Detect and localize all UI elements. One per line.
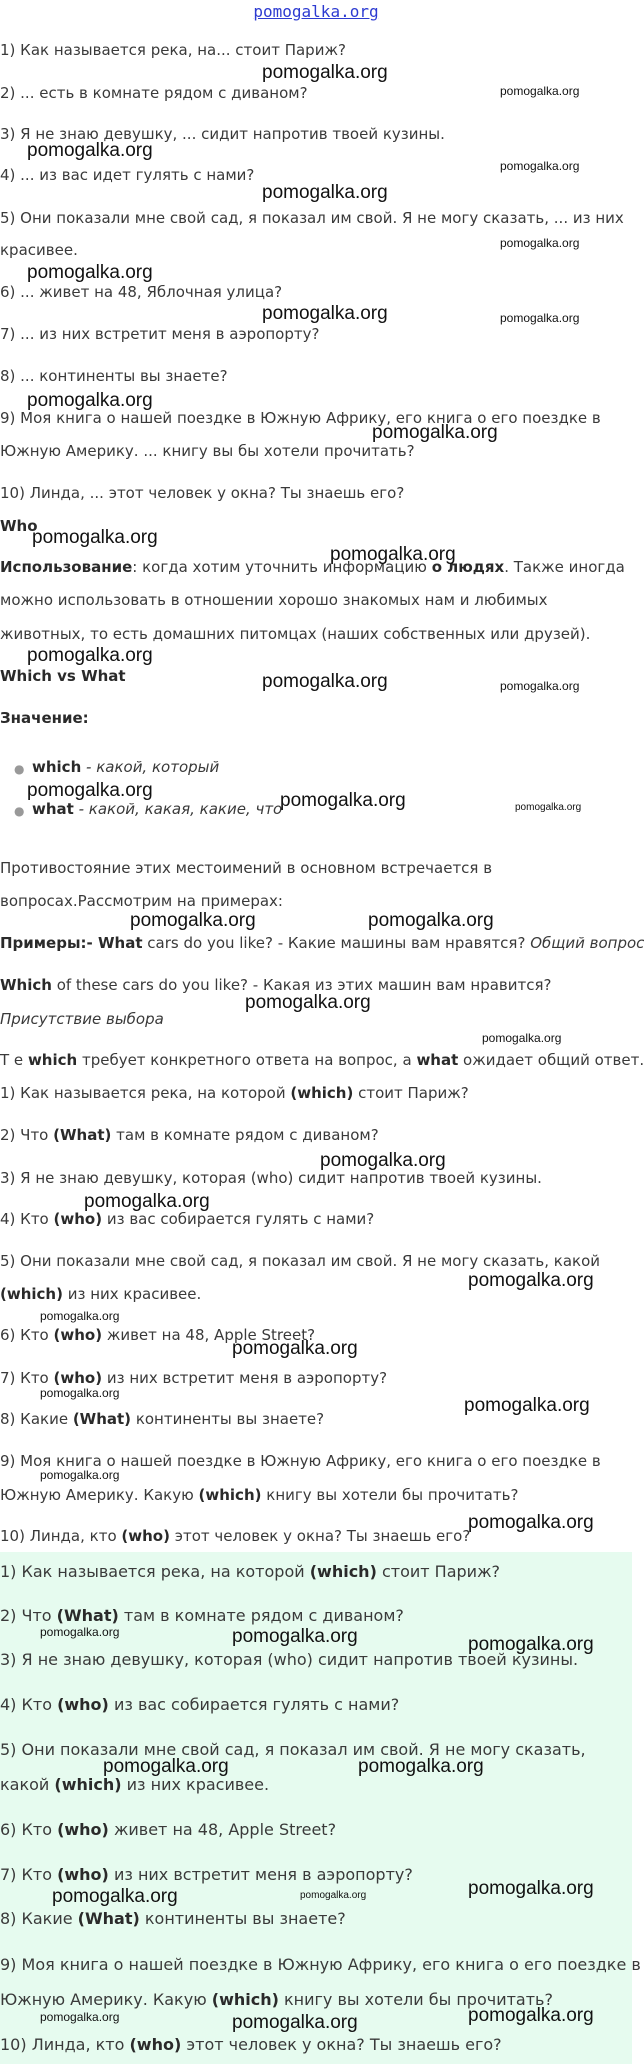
answer-4-word: (who) [53, 1210, 103, 1228]
green-answer-2-tail: там в комнате рядом с диваном? [118, 1606, 404, 1625]
question-10: 10) Линда, ... этот человек у окна? Ты знаешь его? [0, 484, 405, 502]
answer-7-text: 7) Кто [0, 1369, 54, 1387]
green-answer-10-text: 10) Линда, кто [0, 2035, 130, 2054]
green-answer-4-text: 4) Кто [0, 1695, 58, 1714]
green-answer-9-word: (which) [211, 1990, 279, 2009]
green-answer-4-tail: из вас собирается гулять с нами? [108, 1695, 400, 1714]
green-answer-10 [0, 2035, 502, 2054]
green-answer-8-tail: континенты вы знаете? [139, 1909, 346, 1928]
watermark: pomogalka.org [52, 1886, 178, 1907]
summary-which: which [27, 1051, 78, 1069]
usage-bold: о людях [431, 558, 505, 576]
green-answer-5-tail: из них красивее. [121, 1775, 270, 1794]
green-answer-8-word: (What) [77, 1909, 140, 1928]
question-3: 3) Я не знаю девушку, ... сидит напротив твоей кузины. [0, 125, 445, 143]
watermark: pomogalka.org [40, 1625, 120, 1639]
watermark: pomogalka.org [468, 1634, 594, 1655]
summary-text-a: Т е [0, 1051, 28, 1069]
header-link[interactable]: pomogalka.org [253, 2, 379, 21]
green-answer-7-word: (who) [57, 1865, 109, 1884]
answer-10 [0, 1527, 470, 1545]
watermark: pomogalka.org [280, 790, 406, 811]
watermark: pomogalka.org [262, 671, 388, 692]
answer-5-tail: из них красивее. [62, 1285, 202, 1303]
example-1 [0, 934, 644, 952]
contrast-line-1: Противостояние этих местоимений в основном встречается в [0, 859, 493, 877]
watermark: pomogalka.org [262, 303, 388, 324]
usage-line-3: животных, то есть домашних питомцах (наших собственных или друзей). [0, 625, 591, 643]
watermark: pomogalka.org [468, 1512, 594, 1533]
watermark: pomogalka.org [232, 1626, 358, 1647]
watermark: pomogalka.org [500, 159, 580, 173]
answer-5-line-1: 5) Они показали мне свой сад, я показал им свой. Я не могу сказать, какой [0, 1252, 601, 1270]
green-answer-10-tail: этот человек у окна? Ты знаешь его? [181, 2035, 502, 2054]
question-6: 6) ... живет на 48, Яблочная улица? [0, 283, 283, 301]
usage-text-2: . Также иногда [504, 558, 625, 576]
watermark: pomogalka.org [27, 645, 153, 666]
watermark: pomogalka.org [130, 910, 256, 931]
answer-9-line-2 [0, 1486, 518, 1504]
green-answer-9-text: Южную Америку. Какую [0, 1990, 212, 2009]
watermark: pomogalka.org [482, 1031, 562, 1045]
watermark: pomogalka.org [103, 1756, 229, 1777]
answer-1-word: (which) [290, 1084, 354, 1102]
who-heading: Who [0, 517, 38, 535]
watermark: pomogalka.org [232, 1338, 358, 1359]
green-answer-7 [0, 1865, 413, 1884]
answer-8-tail: континенты вы знаете? [131, 1410, 325, 1428]
answer-1 [0, 1084, 469, 1102]
bullet-which-text: - какой, который [81, 758, 220, 776]
watermark: pomogalka.org [320, 1150, 446, 1171]
green-answer-6-word: (who) [57, 1820, 109, 1839]
answer-8-text: 8) Какие [0, 1410, 73, 1428]
green-answer-9-tail: книгу вы хотели бы прочитать? [278, 1990, 553, 2009]
answer-9-text: Южную Америку. Какую [0, 1486, 199, 1504]
question-4: 4) ... из вас идет гулять с нами? [0, 166, 255, 184]
example-2-text: of these cars do you like? - Какая из этих машин вам нравится? [51, 976, 552, 994]
answer-5-word: (which) [0, 1285, 63, 1303]
green-answer-6-tail: живет на 48, Apple Street? [108, 1820, 337, 1839]
bullet-what-text: - какой, какая, какие, что [73, 800, 283, 818]
watermark: pomogalka.org [40, 1309, 120, 1323]
watermark: pomogalka.org [468, 1878, 594, 1899]
watermark: pomogalka.org [27, 140, 153, 161]
watermark: pomogalka.org [468, 2005, 594, 2026]
usage-label: Использование [0, 558, 133, 576]
green-answer-5-line-1: 5) Они показали мне свой сад, я показал им свой. Я не могу сказать, [0, 1740, 586, 1759]
watermark: pomogalka.org [500, 236, 580, 250]
answer-10-tail: этот человек у окна? Ты знаешь его? [169, 1527, 471, 1545]
watermark: pomogalka.org [500, 311, 580, 325]
watermark: pomogalka.org [300, 1890, 367, 1901]
answer-9-word: (which) [198, 1486, 262, 1504]
green-answer-7-tail: из них встретит меня в аэропорту? [108, 1865, 413, 1884]
choice-note: Присутствие выбора [0, 1010, 164, 1028]
watermark: pomogalka.org [464, 1395, 590, 1416]
green-answer-6-text: 6) Кто [0, 1820, 58, 1839]
answer-1-text: 1) Как называется река, на которой [0, 1084, 291, 1102]
example-2-word: Which [0, 976, 52, 994]
answer-7-tail: из них встретит меня в аэропорту? [102, 1369, 388, 1387]
answer-3: 3) Я не знаю девушку, которая (who) сидит напротив твоей кузины. [0, 1169, 542, 1187]
meaning-label: Значение: [0, 709, 89, 727]
green-answer-4 [0, 1695, 399, 1714]
green-answer-2-word: (What) [56, 1606, 119, 1625]
answer-2 [0, 1126, 379, 1144]
watermark: pomogalka.org [32, 527, 158, 548]
question-7: 7) ... из них встретит меня в аэропорту? [0, 325, 320, 343]
green-answer-5-text: какой [0, 1775, 55, 1794]
question-9-line-2: Южную Америку. ... книгу вы бы хотели прочитать? [0, 442, 415, 460]
watermark: pomogalka.org [232, 2012, 358, 2033]
bullet-what-word: what [32, 800, 74, 818]
green-answer-9-line-1: 9) Моя книга о нашей поездке в Южную Африку, его книга о его поездке в [0, 1955, 641, 1974]
answer-2-tail: там в комнате рядом с диваном? [111, 1126, 379, 1144]
summary-text-e: ожидает общий ответ. [458, 1051, 644, 1069]
answer-6-word: (who) [53, 1326, 103, 1344]
green-answer-5-word: (which) [54, 1775, 122, 1794]
answer-7-word: (who) [53, 1369, 103, 1387]
bullet-which [32, 758, 219, 776]
watermark: pomogalka.org [368, 910, 494, 931]
answer-2-text: 2) Что [0, 1126, 54, 1144]
answer-9-line-1: 9) Моя книга о нашей поездке в Южную Африку, его книга о его поездке в [0, 1452, 601, 1470]
green-answer-1 [0, 1562, 500, 1581]
summary-text-c: требует конкретного ответа на вопрос, а [77, 1051, 417, 1069]
examples-label: Примеры: [0, 934, 87, 952]
bullet-which-word: which [32, 758, 82, 776]
answer-8 [0, 1410, 324, 1428]
watermark: pomogalka.org [40, 1386, 120, 1400]
bullet-dot-1: ● [14, 762, 25, 776]
summary-line [0, 1051, 644, 1069]
question-8: 8) ... континенты вы знаете? [0, 367, 228, 385]
watermark: pomogalka.org [262, 62, 388, 83]
green-answer-1-text: 1) Как называется река, на которой [0, 1562, 310, 1581]
answer-9-tail: книгу вы хотели бы прочитать? [261, 1486, 519, 1504]
question-9-line-1: 9) Моя книга о нашей поездке в Южную Африку, его книга о его поездке в [0, 409, 601, 427]
usage-line-2: можно использовать в отношении хорошо знакомых нам и любимых [0, 591, 548, 609]
answer-8-word: (What) [72, 1410, 132, 1428]
watermark: pomogalka.org [500, 679, 580, 693]
answer-7 [0, 1369, 387, 1387]
watermark: pomogalka.org [84, 1191, 210, 1212]
watermark: pomogalka.org [515, 802, 582, 813]
bullet-dot-2: ● [14, 804, 25, 818]
green-answer-2 [0, 1606, 404, 1625]
green-answer-3: 3) Я не знаю девушку, которая (who) сидит напротив твоей кузины. [0, 1650, 579, 1669]
answer-2-word: (What) [53, 1126, 112, 1144]
question-5-line-1: 5) Они показали мне свой сад, я показал им свой. Я не могу сказать, ... из них [0, 209, 624, 227]
usage-text-1: : когда хотим уточнить информацию [132, 558, 432, 576]
watermark: pomogalka.org [372, 422, 498, 443]
watermark: pomogalka.org [40, 1468, 120, 1482]
watermark: pomogalka.org [330, 544, 456, 565]
green-answer-6 [0, 1820, 336, 1839]
green-answer-8 [0, 1909, 346, 1928]
answer-1-tail: стоит Париж? [353, 1084, 469, 1102]
answer-10-text: 10) Линда, кто [0, 1527, 122, 1545]
green-answer-7-text: 7) Кто [0, 1865, 58, 1884]
answer-6-text: 6) Кто [0, 1326, 54, 1344]
bullet-what [32, 800, 282, 818]
usage-line-1 [0, 558, 625, 576]
answer-6-tail: живет на 48, Apple Street? [102, 1326, 316, 1344]
watermark: pomogalka.org [358, 1756, 484, 1777]
summary-what: what [416, 1051, 459, 1069]
which-vs-what-heading: Which vs What [0, 667, 126, 685]
answer-4-text: 4) Кто [0, 1210, 54, 1228]
answer-5-line-2 [0, 1285, 201, 1303]
contrast-line-2: вопросах.Рассмотрим на примерах: [0, 892, 283, 910]
question-1: 1) Как называется река, на... стоит Париж? [0, 41, 346, 59]
answer-4-tail: из вас собирается гулять с нами? [102, 1210, 375, 1228]
example-1-text: cars do you like? - Какие машины вам нравятся? [142, 934, 531, 952]
watermark: pomogalka.org [27, 262, 153, 283]
watermark: pomogalka.org [468, 1270, 594, 1291]
watermark: pomogalka.org [40, 2010, 120, 2024]
watermark: pomogalka.org [500, 84, 580, 98]
question-5-line-2: красивее. [0, 241, 78, 259]
example-1-note: Общий вопрос [530, 934, 644, 952]
green-answer-1-word: (which) [309, 1562, 377, 1581]
watermark: pomogalka.org [27, 390, 153, 411]
green-answer-10-word: (who) [129, 2035, 182, 2054]
answer-10-word: (who) [121, 1527, 170, 1545]
green-answer-2-text: 2) Что [0, 1606, 57, 1625]
watermark: pomogalka.org [262, 182, 388, 203]
example-1-word: - What [86, 934, 143, 952]
green-answer-1-tail: стоит Париж? [376, 1562, 500, 1581]
green-answer-8-text: 8) Какие [0, 1909, 78, 1928]
watermark: pomogalka.org [27, 780, 153, 801]
green-answer-4-word: (who) [57, 1695, 109, 1714]
watermark: pomogalka.org [245, 992, 371, 1013]
question-2: 2) ... есть в комнате рядом с диваном? [0, 84, 308, 102]
